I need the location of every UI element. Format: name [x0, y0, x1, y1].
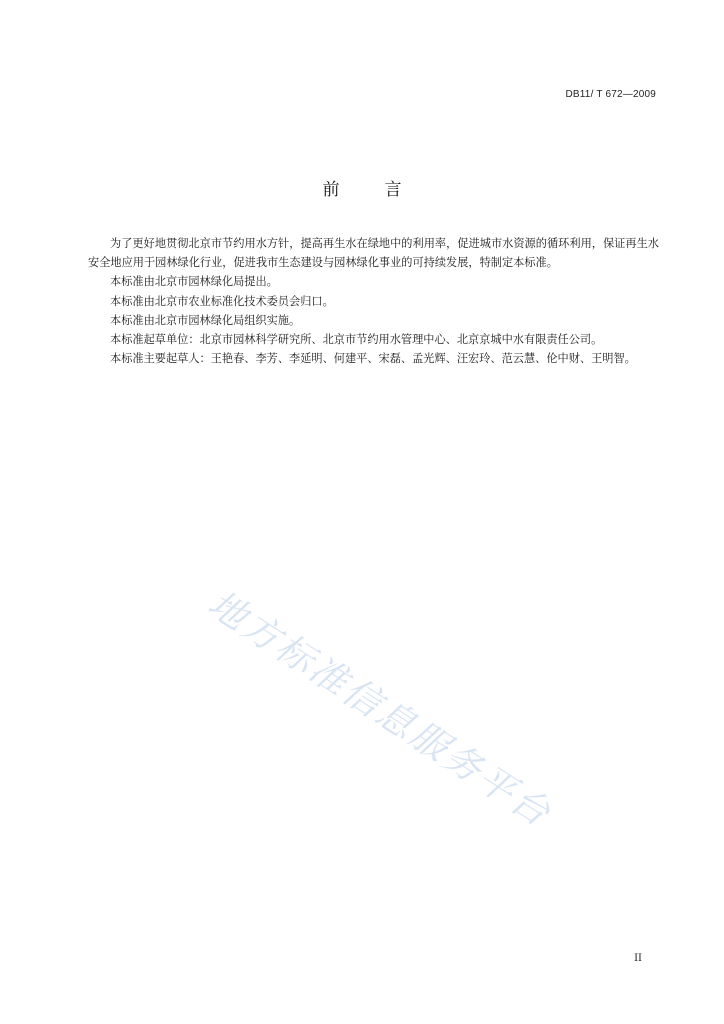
foreword-body: [88, 234, 659, 368]
paragraph-proposer: 本标准由北京市园林绿化局提出。: [110, 275, 278, 289]
paragraph-purpose: 为了更好地贯彻北京市节约用水方针，提高再生水在绿地中的利用率，促进城市水资源的循环利用，保证再生水安全地应用于园林绿化行业，促进我市生态建设与园林绿化事业的可持续发展，特制定本标准。: [88, 237, 659, 270]
paragraph-drafters: 本标准主要起草人：王艳春、李芳、李延明、何建平、宋磊、孟光辉、汪宏玲、范云慧、伦中财、王明智。: [110, 352, 636, 366]
watermark: 地方标准信息服务平台: [200, 581, 560, 836]
paragraph-drafting-units: 本标准起草单位：北京市园林科学研究所、北京市节约用水管理中心、北京京城中水有限责任公司。: [110, 333, 603, 347]
standard-code: DB11/ T 672—2009: [565, 89, 656, 100]
paragraph-implementer: 本标准由北京市园林绿化局组织实施。: [110, 313, 301, 327]
paragraph-committee: 本标准由北京市农业标准化技术委员会归口。: [110, 294, 334, 308]
page-title: 前 言: [322, 180, 416, 200]
page-number: II: [634, 953, 642, 964]
